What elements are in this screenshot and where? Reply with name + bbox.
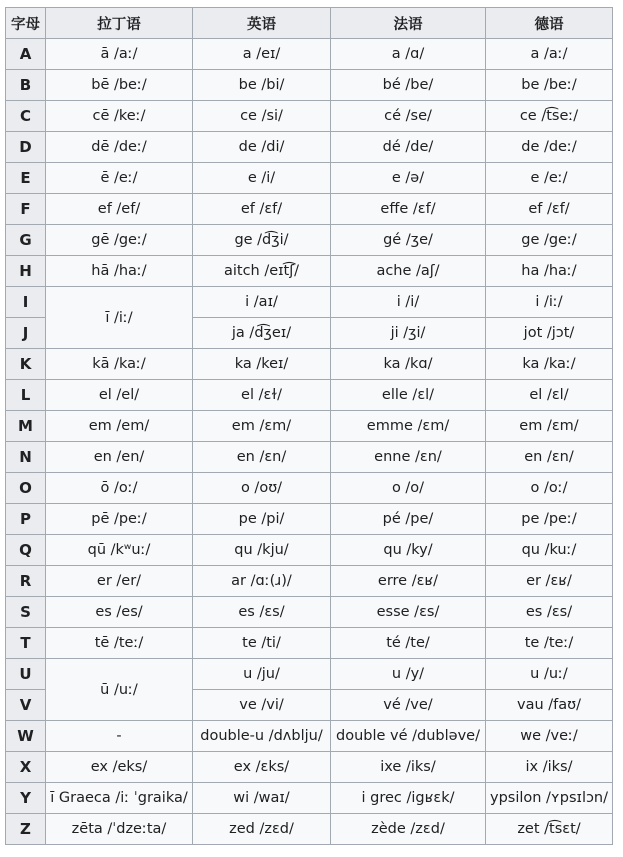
german-cell: qu /kuː/ xyxy=(486,535,613,566)
french-cell: enne /ɛn/ xyxy=(331,442,486,473)
english-cell: double-u /dʌblju/ xyxy=(193,721,331,752)
german-cell: jot /jɔt/ xyxy=(486,318,613,349)
latin-cell: dē /deː/ xyxy=(46,132,193,163)
french-cell: bé /be/ xyxy=(331,70,486,101)
latin-cell: zēta /ˈdzeːta/ xyxy=(46,814,193,845)
letter-cell: L xyxy=(6,380,46,411)
letter-cell: C xyxy=(6,101,46,132)
alphabet-pronunciation-table xyxy=(5,7,613,845)
header-english[interactable]: 英语 xyxy=(193,8,331,39)
french-cell: vé /ve/ xyxy=(331,690,486,721)
table-row xyxy=(6,535,613,566)
letter-cell: Z xyxy=(6,814,46,845)
latin-cell: gē /geː/ xyxy=(46,225,193,256)
latin-cell: es /es/ xyxy=(46,597,193,628)
german-cell: em /ɛm/ xyxy=(486,411,613,442)
german-cell: zet /t͡sɛt/ xyxy=(486,814,613,845)
letter-cell: G xyxy=(6,225,46,256)
table-row xyxy=(6,225,613,256)
latin-cell: ō /oː/ xyxy=(46,473,193,504)
french-cell: té /te/ xyxy=(331,628,486,659)
latin-cell: el /el/ xyxy=(46,380,193,411)
table-row xyxy=(6,814,613,845)
letter-cell: P xyxy=(6,504,46,535)
french-cell: o /o/ xyxy=(331,473,486,504)
letter-cell: M xyxy=(6,411,46,442)
latin-cell: ef /ef/ xyxy=(46,194,193,225)
table-row xyxy=(6,566,613,597)
table-row xyxy=(6,132,613,163)
latin-cell: cē /keː/ xyxy=(46,101,193,132)
french-cell: ka /kɑ/ xyxy=(331,349,486,380)
english-cell: a /eɪ/ xyxy=(193,39,331,70)
english-cell: ar /ɑː(ɹ)/ xyxy=(193,566,331,597)
french-cell: dé /de/ xyxy=(331,132,486,163)
english-cell: ex /ɛks/ xyxy=(193,752,331,783)
french-cell: a /ɑ/ xyxy=(331,39,486,70)
english-cell: aitch /eɪt͡ʃ/ xyxy=(193,256,331,287)
letter-cell: K xyxy=(6,349,46,380)
english-cell: be /bi/ xyxy=(193,70,331,101)
english-cell: zed /zɛd/ xyxy=(193,814,331,845)
latin-cell: ā /aː/ xyxy=(46,39,193,70)
latin-cell: - xyxy=(46,721,193,752)
latin-cell: er /er/ xyxy=(46,566,193,597)
table-body xyxy=(6,39,613,845)
german-cell: pe /peː/ xyxy=(486,504,613,535)
table-row xyxy=(6,721,613,752)
french-cell: double vé /dubləve/ xyxy=(331,721,486,752)
english-cell: es /ɛs/ xyxy=(193,597,331,628)
table-row xyxy=(6,504,613,535)
latin-cell-merged: ū /uː/ xyxy=(46,659,193,721)
latin-cell-merged: ī /iː/ xyxy=(46,287,193,349)
latin-cell: kā /kaː/ xyxy=(46,349,193,380)
english-cell: em /ɛm/ xyxy=(193,411,331,442)
latin-cell: qū /kʷuː/ xyxy=(46,535,193,566)
letter-cell: F xyxy=(6,194,46,225)
french-cell: i grec /igʁɛk/ xyxy=(331,783,486,814)
header-latin[interactable]: 拉丁语 xyxy=(46,8,193,39)
latin-cell: tē /teː/ xyxy=(46,628,193,659)
table-row xyxy=(6,752,613,783)
english-cell: i /aɪ/ xyxy=(193,287,331,318)
german-cell: we /veː/ xyxy=(486,721,613,752)
german-cell: es /ɛs/ xyxy=(486,597,613,628)
english-cell: pe /pi/ xyxy=(193,504,331,535)
german-cell: en /ɛn/ xyxy=(486,442,613,473)
french-cell: elle /ɛl/ xyxy=(331,380,486,411)
letter-cell: N xyxy=(6,442,46,473)
letter-cell: J xyxy=(6,318,46,349)
letter-cell: H xyxy=(6,256,46,287)
german-cell: te /teː/ xyxy=(486,628,613,659)
table-header-row xyxy=(6,8,613,39)
table-row xyxy=(6,442,613,473)
german-cell: ypsilon /ʏpsɪlɔn/ xyxy=(486,783,613,814)
german-cell: a /aː/ xyxy=(486,39,613,70)
english-cell: te /ti/ xyxy=(193,628,331,659)
german-cell: vau /faʊ/ xyxy=(486,690,613,721)
latin-cell: ī Graeca /iː ˈgraika/ xyxy=(46,783,193,814)
german-cell: ka /kaː/ xyxy=(486,349,613,380)
english-cell: ka /keɪ/ xyxy=(193,349,331,380)
table-row xyxy=(6,783,613,814)
latin-cell: em /em/ xyxy=(46,411,193,442)
german-cell: e /eː/ xyxy=(486,163,613,194)
french-cell: gé /ʒe/ xyxy=(331,225,486,256)
latin-cell: en /en/ xyxy=(46,442,193,473)
latin-cell: ex /eks/ xyxy=(46,752,193,783)
letter-cell: V xyxy=(6,690,46,721)
french-cell: pé /pe/ xyxy=(331,504,486,535)
table-row xyxy=(6,659,613,690)
english-cell: o /oʊ/ xyxy=(193,473,331,504)
table-row xyxy=(6,70,613,101)
german-cell: de /deː/ xyxy=(486,132,613,163)
header-letter[interactable]: 字母 xyxy=(6,8,46,39)
french-cell: i /i/ xyxy=(331,287,486,318)
letter-cell: Q xyxy=(6,535,46,566)
letter-cell: X xyxy=(6,752,46,783)
english-cell: ge /d͡ʒi/ xyxy=(193,225,331,256)
german-cell: i /iː/ xyxy=(486,287,613,318)
german-cell: o /oː/ xyxy=(486,473,613,504)
german-cell: be /beː/ xyxy=(486,70,613,101)
english-cell: ce /si/ xyxy=(193,101,331,132)
table-row xyxy=(6,411,613,442)
english-cell: ef /ɛf/ xyxy=(193,194,331,225)
latin-cell: bē /beː/ xyxy=(46,70,193,101)
french-cell: ixe /iks/ xyxy=(331,752,486,783)
table-row xyxy=(6,349,613,380)
english-cell: en /ɛn/ xyxy=(193,442,331,473)
letter-cell: D xyxy=(6,132,46,163)
german-cell: ef /ɛf/ xyxy=(486,194,613,225)
alphabet-table-container xyxy=(5,7,613,845)
latin-cell: pē /peː/ xyxy=(46,504,193,535)
english-cell: el /ɛɫ/ xyxy=(193,380,331,411)
letter-cell: I xyxy=(6,287,46,318)
letter-cell: R xyxy=(6,566,46,597)
table-row xyxy=(6,473,613,504)
french-cell: zède /zɛd/ xyxy=(331,814,486,845)
english-cell: e /i/ xyxy=(193,163,331,194)
header-german[interactable]: 德语 xyxy=(486,8,613,39)
header-french[interactable]: 法语 xyxy=(331,8,486,39)
table-row xyxy=(6,101,613,132)
french-cell: effe /ɛf/ xyxy=(331,194,486,225)
table-row xyxy=(6,39,613,70)
table-row xyxy=(6,287,613,318)
table-row xyxy=(6,256,613,287)
letter-cell: O xyxy=(6,473,46,504)
letter-cell: Y xyxy=(6,783,46,814)
french-cell: ache /aʃ/ xyxy=(331,256,486,287)
french-cell: u /y/ xyxy=(331,659,486,690)
german-cell: ce /t͡seː/ xyxy=(486,101,613,132)
latin-cell: hā /haː/ xyxy=(46,256,193,287)
letter-cell: B xyxy=(6,70,46,101)
english-cell: u /ju/ xyxy=(193,659,331,690)
letter-cell: T xyxy=(6,628,46,659)
french-cell: esse /ɛs/ xyxy=(331,597,486,628)
french-cell: erre /ɛʁ/ xyxy=(331,566,486,597)
table-row xyxy=(6,597,613,628)
english-cell: ve /vi/ xyxy=(193,690,331,721)
french-cell: e /ə/ xyxy=(331,163,486,194)
table-row xyxy=(6,163,613,194)
german-cell: u /uː/ xyxy=(486,659,613,690)
letter-cell: A xyxy=(6,39,46,70)
letter-cell: U xyxy=(6,659,46,690)
german-cell: ge /geː/ xyxy=(486,225,613,256)
german-cell: el /ɛl/ xyxy=(486,380,613,411)
english-cell: ja /d͡ʒeɪ/ xyxy=(193,318,331,349)
german-cell: er /ɛʁ/ xyxy=(486,566,613,597)
french-cell: emme /ɛm/ xyxy=(331,411,486,442)
english-cell: qu /kju/ xyxy=(193,535,331,566)
table-row xyxy=(6,628,613,659)
french-cell: ji /ʒi/ xyxy=(331,318,486,349)
english-cell: de /di/ xyxy=(193,132,331,163)
latin-cell: ē /eː/ xyxy=(46,163,193,194)
french-cell: cé /se/ xyxy=(331,101,486,132)
french-cell: qu /ky/ xyxy=(331,535,486,566)
table-row xyxy=(6,194,613,225)
table-row xyxy=(6,380,613,411)
letter-cell: E xyxy=(6,163,46,194)
english-cell: wi /waɪ/ xyxy=(193,783,331,814)
letter-cell: W xyxy=(6,721,46,752)
german-cell: ha /haː/ xyxy=(486,256,613,287)
german-cell: ix /iks/ xyxy=(486,752,613,783)
letter-cell: S xyxy=(6,597,46,628)
